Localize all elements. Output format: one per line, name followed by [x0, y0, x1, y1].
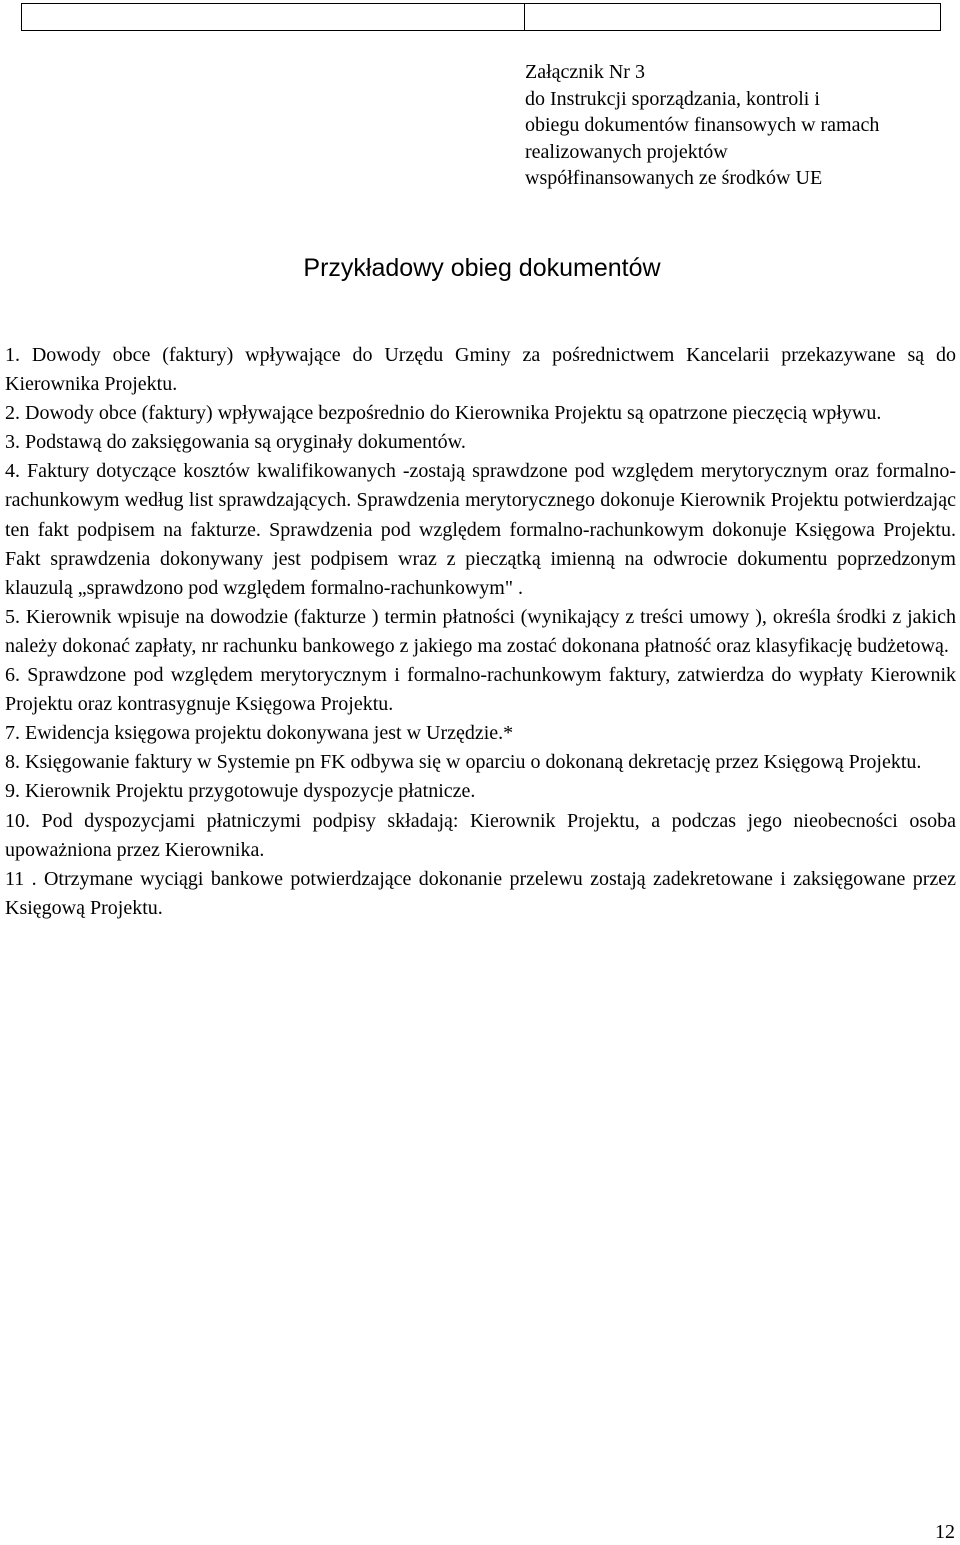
- annex-line: Załącznik Nr 3: [525, 61, 645, 83]
- header-cell-left: [22, 4, 525, 31]
- annex-line: obiegu dokumentów finansowych w ramach: [525, 114, 880, 136]
- document-body: [5, 341, 956, 923]
- paragraph-3: 3. Podstawą do zaksięgowania są oryginały dokumentów.: [5, 431, 466, 454]
- annex-note: [525, 59, 879, 192]
- paragraph-5: 5. Kierownik wpisuje na dowodzie (fakturze ) termin płatności (wynikający z treści umowy ), określa środki z jakich należy dokonać zapłaty, nr rachunku bankowego z jakiego ma zostać dokonana płatność oraz klasyfikację budżetową.: [5, 605, 956, 657]
- paragraph-6: 6. Sprawdzone pod względem merytorycznym i formalno-rachunkowym faktury, zatwierdza do wypłaty Kierownik Projektu oraz kontrasygnuje Księgowa Projektu.: [5, 664, 956, 716]
- paragraph-4: 4. Faktury dotyczące kosztów kwalifikowanych -zostają sprawdzone pod względem merytorycznym oraz formalno-rachunkowym według list sprawdzających. Sprawdzenia merytorycznego dokonuje Kierownik Projektu potwierdzając ten fakt podpisem na fakturze. Sprawdzenia pod względem formalno-rachunkowym dokonuje Księgowa Projektu. Fakt sprawdzenia dokonywany jest podpisem wraz z pieczątką imienną na odwrocie dokumentu poprzedzonym klauzulą „sprawdzono pod względem formalno-rachunkowym" .: [5, 460, 956, 599]
- paragraph-11: 11 . Otrzymane wyciągi bankowe potwierdzające dokonanie przelewu zostają zadekretowane i zaksięgowane przez Księgową Projektu.: [5, 867, 956, 919]
- annex-line: współfinansowanych ze środków UE: [525, 167, 823, 189]
- paragraph-8: 8. Księgowanie faktury w Systemie pn FK odbywa się w oparciu o dokonaną dekretację przez Księgową Projektu.: [5, 751, 922, 774]
- paragraph-7: 7. Ewidencja księgowa projektu dokonywana jest w Urzędzie.*: [5, 722, 514, 745]
- paragraph-1: 1. Dowody obce (faktury) wpływające do Urzędu Gminy za pośrednictwem Kancelarii przekazywane są do Kierownika Projektu.: [5, 344, 956, 396]
- paragraph-2: 2. Dowody obce (faktury) wpływające bezpośrednio do Kierownika Projektu są opatrzone pieczęcią wpływu.: [5, 402, 882, 425]
- page-number: 12: [935, 1521, 955, 1543]
- header-cell-right: [525, 4, 941, 31]
- annex-line: realizowanych projektów: [525, 140, 728, 163]
- header-table: [21, 3, 941, 31]
- annex-line: do Instrukcji sporządzania, kontroli i: [525, 87, 820, 110]
- paragraph-10: 10. Pod dyspozycjami płatniczymi podpisy składają: Kierownik Projektu, a podczas jego nieobecności osoba upoważniona przez Kierownika.: [5, 809, 956, 861]
- paragraph-9: 9. Kierownik Projektu przygotowuje dyspozycje płatnicze.: [5, 780, 476, 803]
- document-title: Przykładowy obieg dokumentów: [303, 254, 661, 282]
